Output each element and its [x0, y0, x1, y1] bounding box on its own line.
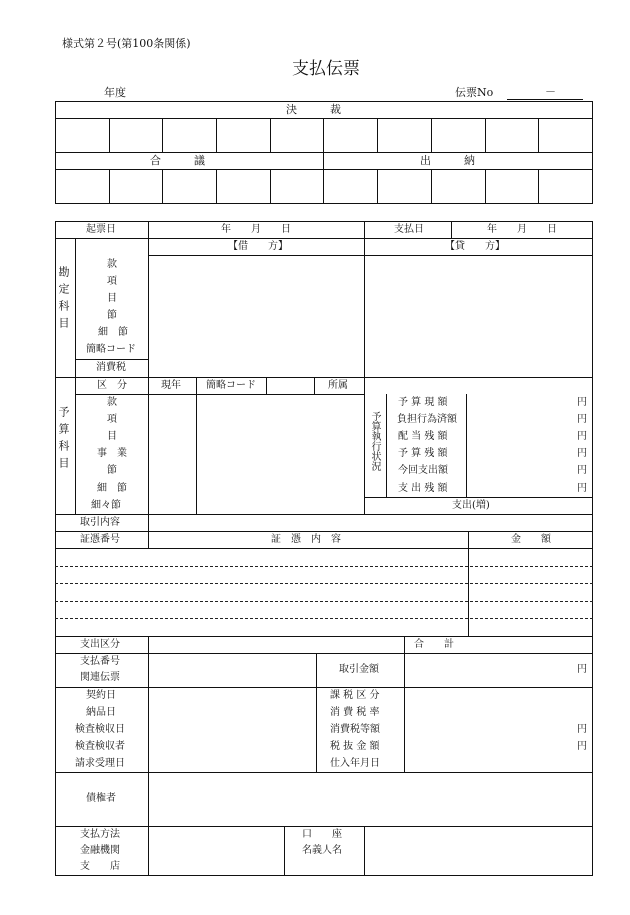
issue-date-label: 起票日 — [86, 224, 116, 235]
tax-rate-label: 消 費 税 率 — [330, 707, 380, 718]
tax-category-label: 課 税 区 分 — [330, 690, 380, 701]
voucher-row-line — [55, 601, 593, 602]
payment-method-label: 支払方法 — [80, 829, 120, 840]
slip-number-field[interactable] — [507, 99, 583, 100]
related-slip-label: 関連伝票 — [80, 672, 120, 683]
yen-unit: 円 — [577, 483, 587, 494]
trade-amount-label: 取引金額 — [339, 664, 379, 675]
creditor-label: 債権者 — [86, 793, 116, 804]
purchase-date-label: 仕入年月日 — [330, 758, 380, 769]
tax-excluded-amount-label: 税 抜 金 額 — [330, 741, 380, 752]
slip-number-separator: － — [545, 85, 556, 98]
budget-subject-label: 予算科目 — [57, 406, 70, 474]
invoice-receipt-date-label: 請求受理日 — [75, 758, 125, 769]
payment-date-label: 支払日 — [394, 224, 424, 235]
status-item: 支 出 残 額 — [398, 483, 448, 494]
subject-item: 項 — [107, 276, 117, 287]
issue-date-value[interactable]: 年 月 日 — [221, 224, 291, 235]
slip-number-label: 伝票No — [455, 86, 494, 99]
transaction-content-label: 取引内容 — [80, 517, 120, 528]
voucher-row-line — [55, 566, 593, 567]
subject-item: 款 — [107, 259, 117, 270]
amount-label: 金 額 — [511, 534, 551, 545]
branch-label: 支 店 — [80, 861, 120, 872]
consumption-tax-label: 消費税 — [96, 362, 126, 373]
category-label: 区 分 — [97, 380, 127, 391]
account-subject-label: 勘定科目 — [57, 266, 70, 334]
expense-increase-label: 支出(増) — [452, 500, 490, 511]
fiscal-year-label: 年度 — [104, 86, 126, 99]
voucher-row-line — [55, 618, 593, 619]
yen-unit: 円 — [577, 431, 587, 442]
yen-unit: 円 — [577, 724, 587, 735]
yen-unit: 円 — [577, 414, 587, 425]
decision-header: 決 裁 — [286, 103, 341, 116]
yen-unit: 円 — [577, 741, 587, 752]
subject-item: 細 節 — [98, 327, 128, 338]
expense-category-label: 支出区分 — [80, 639, 120, 650]
voucher-row-line — [55, 583, 593, 584]
voucher-content-label: 証 憑 内 容 — [271, 534, 341, 545]
consultation-header: 合 議 — [150, 154, 205, 167]
inspection-date-label: 検査検収日 — [75, 724, 125, 735]
disbursement-header: 出 納 — [420, 154, 475, 167]
account-label: 口 座 — [302, 829, 342, 840]
status-item: 予 算 現 額 — [398, 397, 448, 408]
yen-unit: 円 — [577, 397, 587, 408]
account-holder-label: 名義人名 — [302, 845, 342, 856]
payment-number-label: 支払番号 — [80, 656, 120, 667]
short-code-label: 簡略コード — [206, 380, 256, 391]
budget-status-label: 予算執行状況 — [369, 411, 380, 471]
subject-item: 節 — [107, 310, 117, 321]
budget-item: 細々節 — [91, 500, 121, 511]
bank-label: 金融機関 — [80, 845, 120, 856]
contract-date-label: 契約日 — [86, 690, 116, 701]
budget-item: 款 — [107, 397, 117, 408]
affiliation-label: 所属 — [328, 380, 348, 391]
form-title: 支払伝票 — [292, 59, 360, 79]
status-item: 配 当 残 額 — [398, 431, 448, 442]
yen-unit: 円 — [577, 664, 587, 675]
current-year-label: 現年 — [161, 380, 181, 391]
budget-item: 事 業 — [97, 448, 127, 459]
voucher-number-label: 証憑番号 — [80, 534, 120, 545]
debit-header: 【借 方】 — [228, 241, 288, 252]
status-item: 予 算 残 額 — [398, 448, 448, 459]
subject-item: 簡略コード — [86, 344, 136, 355]
form-reference: 様式第２号(第100条関係) — [62, 37, 191, 50]
budget-item: 節 — [107, 465, 117, 476]
inspector-label: 検査検収者 — [75, 741, 125, 752]
subject-item: 目 — [107, 293, 117, 304]
delivery-date-label: 納品日 — [86, 707, 116, 718]
budget-item: 項 — [107, 414, 117, 425]
credit-header: 【貸 方】 — [445, 241, 505, 252]
status-item: 今回支出額 — [398, 465, 448, 476]
yen-unit: 円 — [577, 465, 587, 476]
status-item: 負担行為済額 — [397, 414, 457, 425]
budget-item: 細 節 — [97, 483, 127, 494]
budget-item: 目 — [107, 431, 117, 442]
yen-unit: 円 — [577, 448, 587, 459]
tax-amount-label: 消費税等額 — [330, 724, 380, 735]
payment-date-value[interactable]: 年 月 日 — [487, 224, 557, 235]
total-label: 合 計 — [414, 639, 454, 650]
